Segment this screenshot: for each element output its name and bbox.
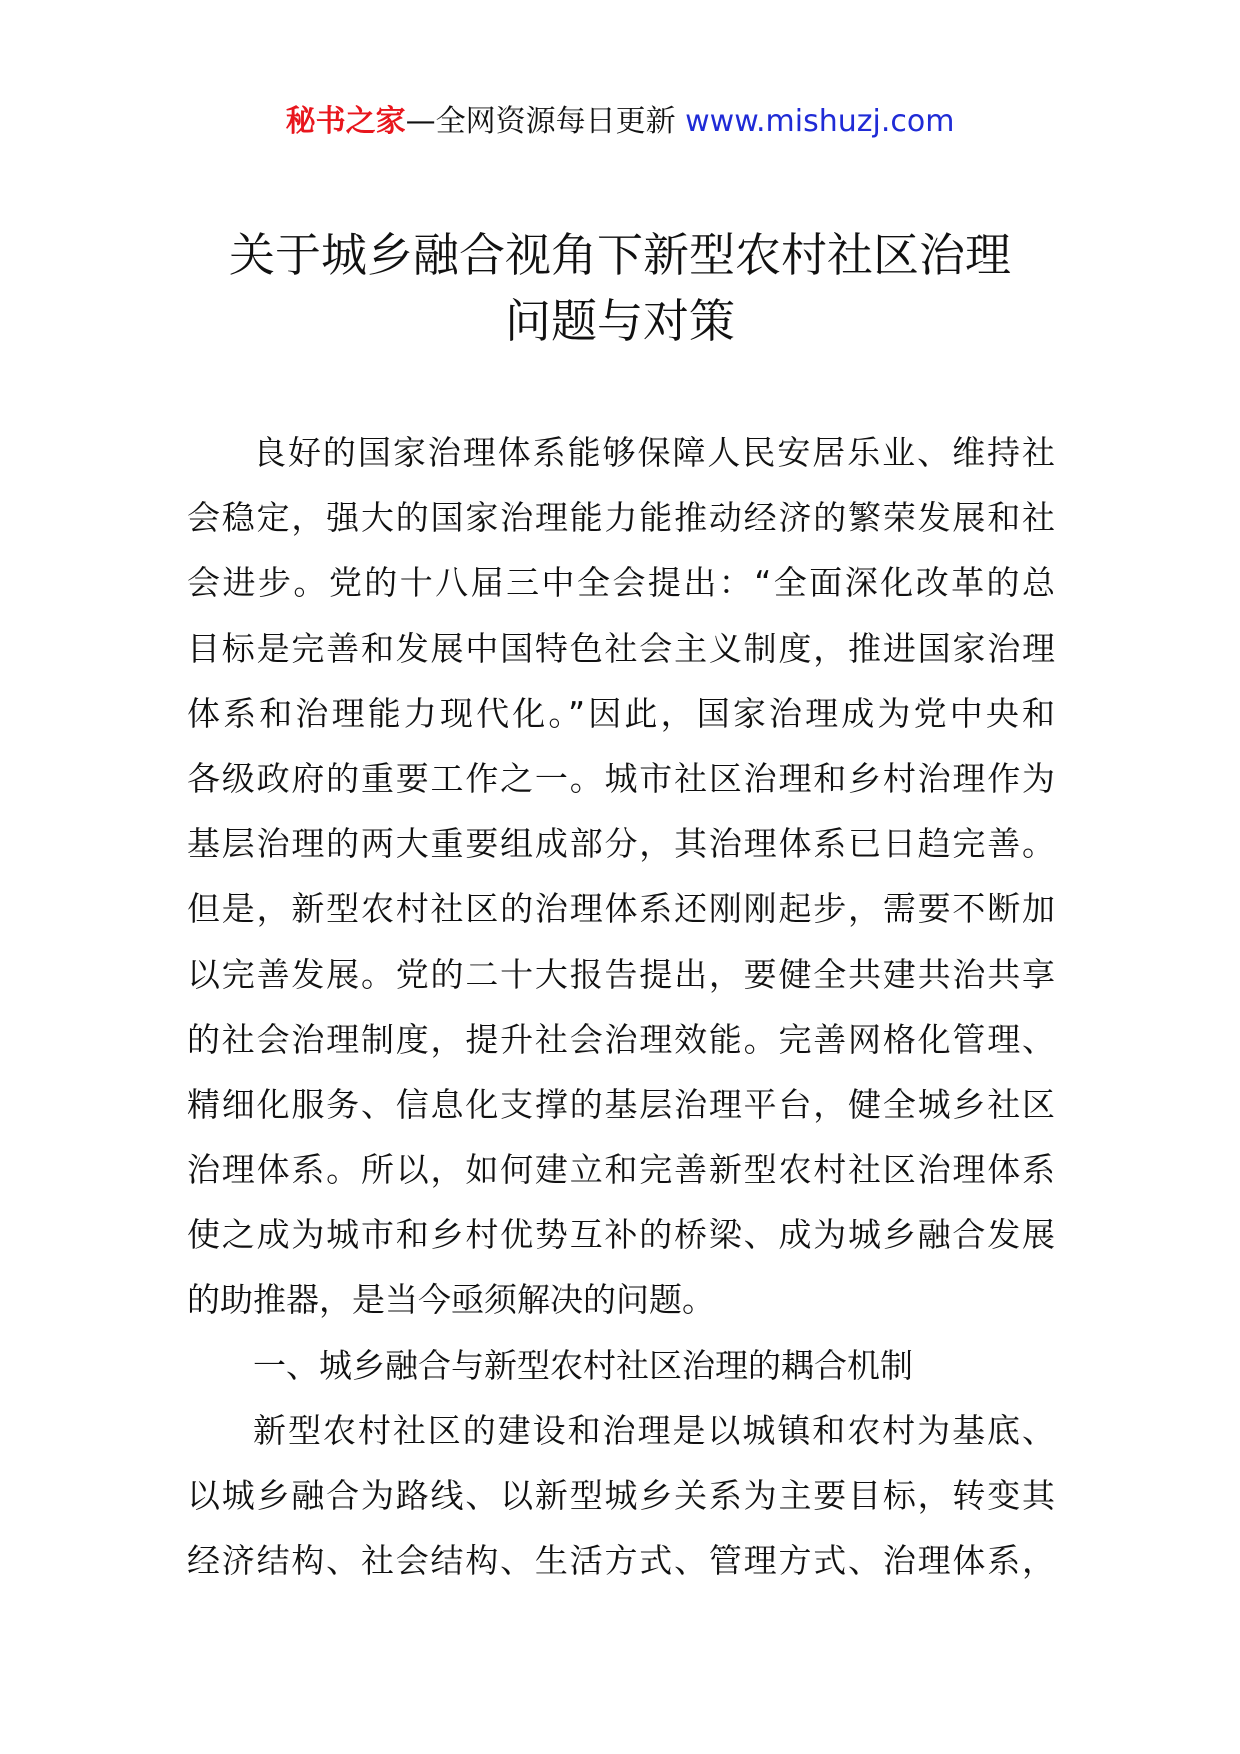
body-line: 会进步。党的十八届三中全会提出：“全面深化改革的总 xyxy=(187,563,1055,603)
site-url-link[interactable]: www.mishuzj.com xyxy=(685,104,955,139)
body-line: 新型农村社区的建设和治理是以城镇和农村为基底、 xyxy=(253,1410,1055,1450)
body-line: 的社会治理制度，提升社会治理效能。完善网格化管理、 xyxy=(187,1019,1055,1059)
title-line-1: 关于城乡融合视角下新型农村社区治理 xyxy=(229,228,1011,282)
document-title xyxy=(0,222,1240,354)
site-brand: 秘书之家 xyxy=(285,104,406,139)
body-line: 使之成为城市和乡村优势互补的桥梁、成为城乡融合发展 xyxy=(187,1215,1055,1255)
body-line: 以城乡融合为路线、以新型城乡关系为主要目标，转变其 xyxy=(187,1476,1055,1515)
site-header xyxy=(0,100,1240,144)
body-line: 的助推器，是当今亟须解决的问题。 xyxy=(187,1280,715,1320)
body-line: 以完善发展。党的二十大报告提出，要健全共建共治共享 xyxy=(187,954,1055,994)
body-line: 但是，新型农村社区的治理体系还刚刚起步，需要不断加 xyxy=(187,889,1055,929)
body-line: 治理体系。所以，如何建立和完善新型农村社区治理体系 xyxy=(187,1150,1055,1190)
document-body xyxy=(187,420,1055,1593)
site-slogan: —全网资源每日更新 xyxy=(405,104,676,139)
body-line: 良好的国家治理体系能够保障人民安居乐业、维持社 xyxy=(253,433,1055,472)
body-line: 精细化服务、信息化支撑的基层治理平台，健全城乡社区 xyxy=(187,1084,1055,1124)
body-line: 体系和治理能力现代化。”因此，国家治理成为党中央和 xyxy=(187,693,1055,733)
body-line: 经济结构、社会结构、生活方式、管理方式、治理体系， xyxy=(187,1541,1055,1581)
section-heading: 一、城乡融合与新型农村社区治理的耦合机制 xyxy=(253,1345,913,1385)
body-line: 各级政府的重要工作之一。城市社区治理和乡村治理作为 xyxy=(187,758,1055,798)
body-line: 基层治理的两大重要组成部分，其治理体系已日趋完善。 xyxy=(187,824,1055,864)
title-line-2: 问题与对策 xyxy=(505,294,735,348)
body-line: 会稳定，强大的国家治理能力能推动经济的繁荣发展和社 xyxy=(187,498,1055,538)
body-line: 目标是完善和发展中国特色社会主义制度，推进国家治理 xyxy=(187,628,1055,668)
